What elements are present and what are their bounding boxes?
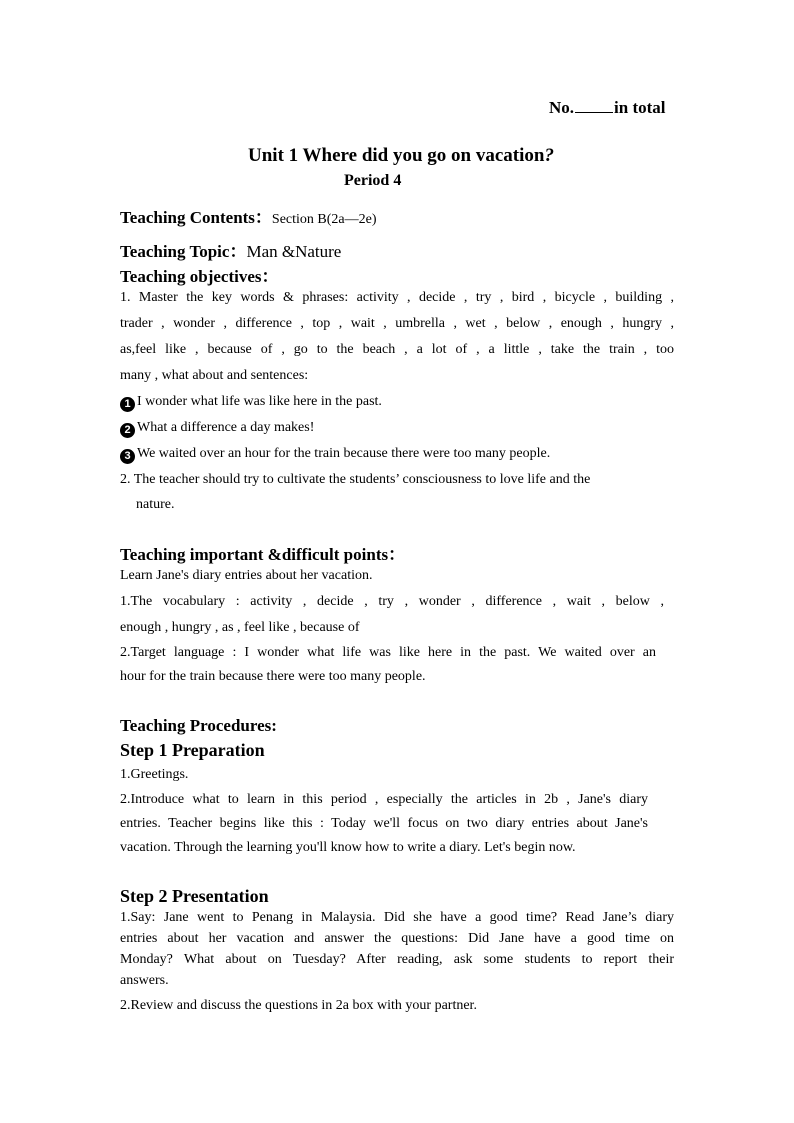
objectives-line: trader , wonder , difference , top , wait , umbrella , wet , below , enough , hungry , bbox=[120, 316, 674, 331]
key-sentence-3 bbox=[120, 441, 550, 467]
objectives-line: many , what about and sentences: bbox=[120, 368, 309, 383]
period-title: Period 4 bbox=[344, 172, 402, 189]
points-target-line: hour for the train because there were too many people. bbox=[120, 669, 426, 684]
numbered-bullet-icon: 3 bbox=[120, 449, 135, 464]
procedures-heading: Teaching Procedures: bbox=[120, 716, 277, 735]
points-vocabulary-line: 1.The vocabulary : activity , decide , try , wonder , difference , wait , below , bbox=[120, 594, 664, 609]
numbered-bullet-icon: 2 bbox=[120, 423, 135, 438]
objectives-line: 1. Master the key words & phrases: activity , decide , try , bird , bicycle , building , bbox=[120, 290, 674, 305]
step-2-say-line: 1.Say: Jane went to Penang in Malaysia. Did she have a good time? Read Jane’s diary bbox=[120, 910, 674, 925]
step-1-title: Step 1 Preparation bbox=[120, 740, 265, 760]
teaching-contents bbox=[120, 203, 377, 228]
key-sentence-text: I wonder what life was like here in the past. bbox=[137, 394, 382, 409]
teaching-contents-label: Teaching Contents： bbox=[120, 208, 272, 227]
numbered-bullet-icon: 1 bbox=[120, 397, 135, 412]
unit-title-text: Unit 1 Where did you go on vacation bbox=[248, 145, 545, 166]
points-heading: Teaching important &difficult points： bbox=[120, 545, 406, 564]
no-prefix: No. bbox=[549, 98, 575, 117]
teaching-topic bbox=[120, 237, 341, 262]
teaching-topic-label: Teaching Topic： bbox=[120, 242, 247, 261]
step-2-review: 2.Review and discuss the questions in 2a box with your partner. bbox=[120, 998, 477, 1013]
lesson-number-blank bbox=[575, 98, 613, 113]
objectives-line: as,feel like , because of , go to the beach , a lot of , a little , take the train , too bbox=[120, 342, 674, 357]
step-2-say bbox=[120, 907, 674, 991]
step-2-say-line: Monday? What about on Tuesday? After reading, ask some students to report their bbox=[120, 952, 674, 967]
step-2-say-line: entries about her vacation and answer the questions: Did Jane have a good time on bbox=[120, 931, 674, 946]
lesson-number-line bbox=[549, 98, 666, 118]
points-intro: Learn Jane's diary entries about her vacation. bbox=[120, 568, 373, 583]
no-suffix: in total bbox=[614, 98, 666, 117]
objectives-item-2-line: 2. The teacher should try to cultivate the students’ consciousness to love life and the bbox=[120, 472, 591, 487]
points-vocabulary-line: enough , hungry , as , feel like , because of bbox=[120, 620, 360, 635]
points-target-line: 2.Target language : I wonder what life was like here in the past. We waited over an bbox=[120, 645, 656, 660]
key-sentence-1 bbox=[120, 389, 382, 415]
points-vocabulary bbox=[120, 589, 664, 641]
teaching-topic-value: Man &Nature bbox=[246, 242, 342, 261]
teaching-contents-value: Section B(2a—2e) bbox=[271, 212, 377, 227]
key-sentence-text: What a difference a day makes! bbox=[137, 420, 315, 435]
step-1-introduce-line: 2.Introduce what to learn in this period , especially the articles in 2b , Jane's diary bbox=[120, 792, 648, 807]
objectives-item-2-line: nature. bbox=[136, 497, 175, 512]
step-1-greetings: 1.Greetings. bbox=[120, 767, 189, 782]
objectives-item-1 bbox=[120, 285, 674, 389]
objectives-heading: Teaching objectives： bbox=[120, 267, 279, 286]
step-1-introduce-line: vacation. Through the learning you'll know how to write a diary. Let's begin now. bbox=[120, 840, 576, 855]
step-1-introduce bbox=[120, 788, 648, 860]
step-1-introduce-line: entries. Teacher begins like this : Today we'll focus on two diary entries about Jane's bbox=[120, 816, 648, 831]
unit-title bbox=[0, 145, 794, 167]
points-target-language bbox=[120, 641, 656, 689]
step-2-title: Step 2 Presentation bbox=[120, 886, 269, 906]
step-2-say-line: answers. bbox=[120, 973, 169, 988]
objectives-item-2 bbox=[120, 467, 674, 493]
key-sentence-text: We waited over an hour for the train because there were too many people. bbox=[137, 446, 551, 461]
key-sentence-2 bbox=[120, 415, 314, 441]
unit-title-qmark: ? bbox=[544, 145, 554, 166]
